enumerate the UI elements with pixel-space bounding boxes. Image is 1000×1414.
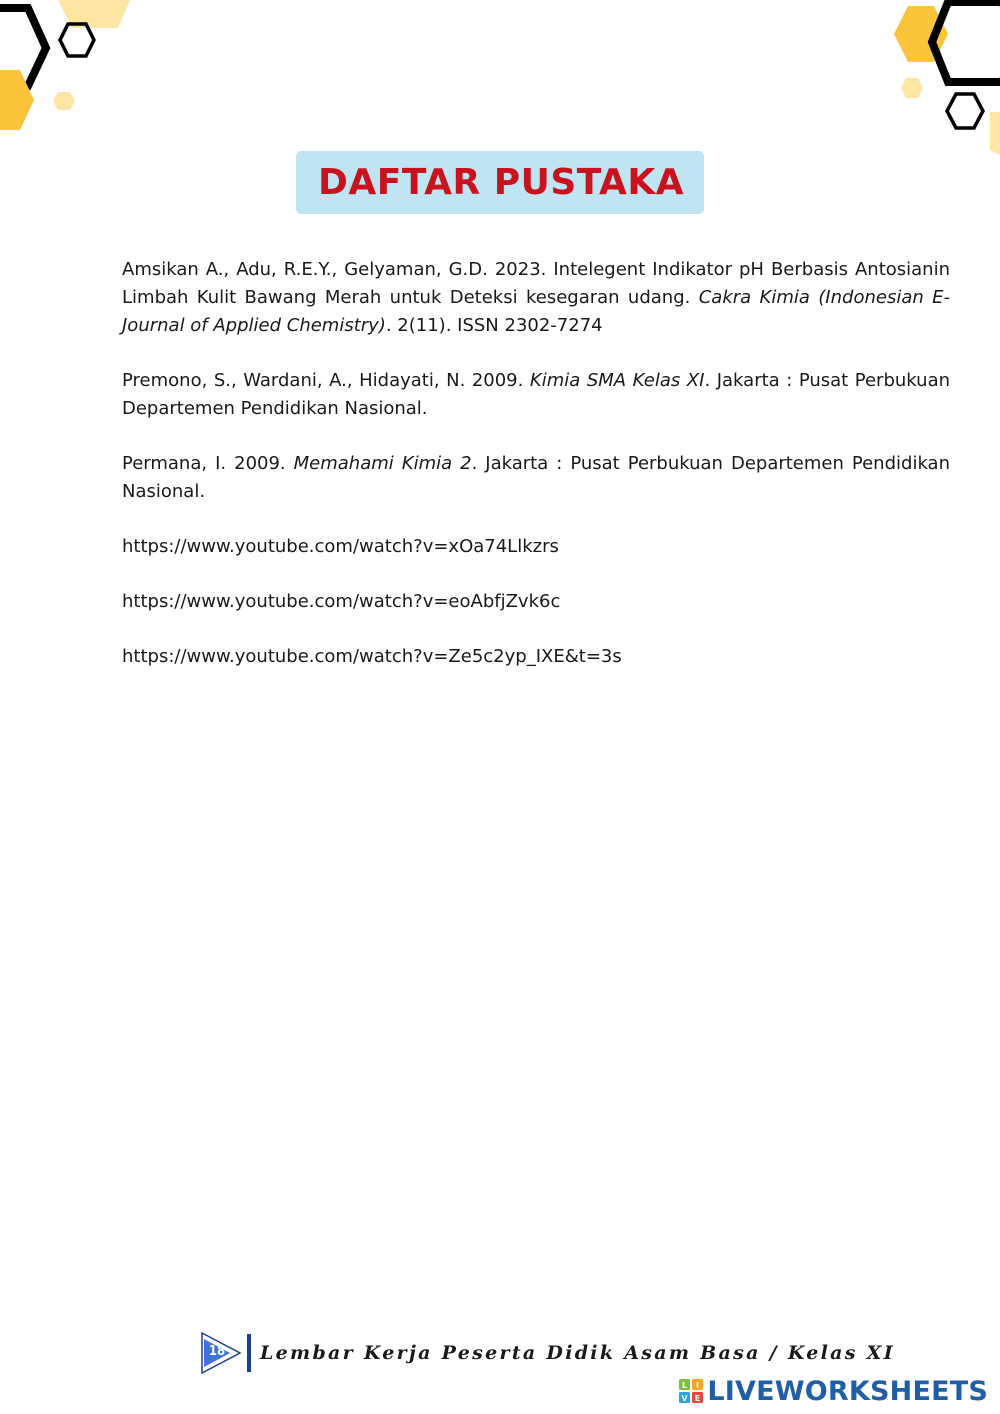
logo-letter: I [696, 1380, 700, 1390]
page-number-badge [200, 1331, 242, 1375]
reference-source-title: Memahami Kimia 2 [293, 453, 472, 474]
reference-text: Premono, S., Wardani, A., Hidayati, N. 2009. [122, 370, 530, 391]
liveworksheets-logo[interactable] [679, 1374, 988, 1408]
logo-letter: E [695, 1393, 701, 1403]
title-banner [296, 151, 704, 214]
hexagon-decoration-top-right-icon [890, 0, 1000, 160]
logo-letter: L [682, 1380, 688, 1390]
page-footer [200, 1330, 895, 1376]
reference-text: . Jakarta : Pusat Perbukuan Departemen Pendidikan Nasional. [122, 453, 950, 502]
footer-title: Lembar Kerja Peserta Didik Asam Basa / Kelas XI [260, 1342, 895, 1364]
page-number: 18 [208, 1344, 226, 1359]
liveworksheets-grid-icon [679, 1379, 703, 1403]
reference-link: https://www.youtube.com/watch?v=Ze5c2yp_IXE&t=3s [122, 646, 622, 667]
reference-item [122, 256, 950, 340]
reference-source-title: Cakra Kimia (Indonesian E-Journal of Applied Chemistry) [122, 287, 950, 336]
reference-list [122, 256, 950, 698]
reference-link: https://www.youtube.com/watch?v=xOa74Llkzrs [122, 536, 559, 557]
reference-text: . 2(11). ISSN 2302-7274 [385, 315, 603, 336]
hexagon-decoration-top-left-icon [0, 0, 130, 135]
page-title: DAFTAR PUSTAKA [318, 162, 685, 203]
reference-link: https://www.youtube.com/watch?v=eoAbfjZvk6c [122, 591, 561, 612]
reference-item [122, 450, 950, 506]
reference-text: . Jakarta : Pusat Perbukuan Departemen Pendidikan Nasional. [122, 370, 951, 419]
logo-letter: V [681, 1393, 688, 1403]
reference-source-title: Kimia SMA Kelas XI [529, 370, 705, 391]
reference-text: Amsikan A., Adu, R.E.Y., Gelyaman, G.D. 2023. Intelegent Indikator pH Berbasis Antosianin Limbah Kulit Bawang Merah untuk Deteksi kesegaran udang. [122, 259, 950, 308]
liveworksheets-logo-text: LIVEWORKSHEETS [707, 1375, 988, 1407]
footer-divider [247, 1334, 251, 1372]
reference-item [122, 367, 950, 423]
reference-text: Permana, I. 2009. [122, 453, 294, 474]
